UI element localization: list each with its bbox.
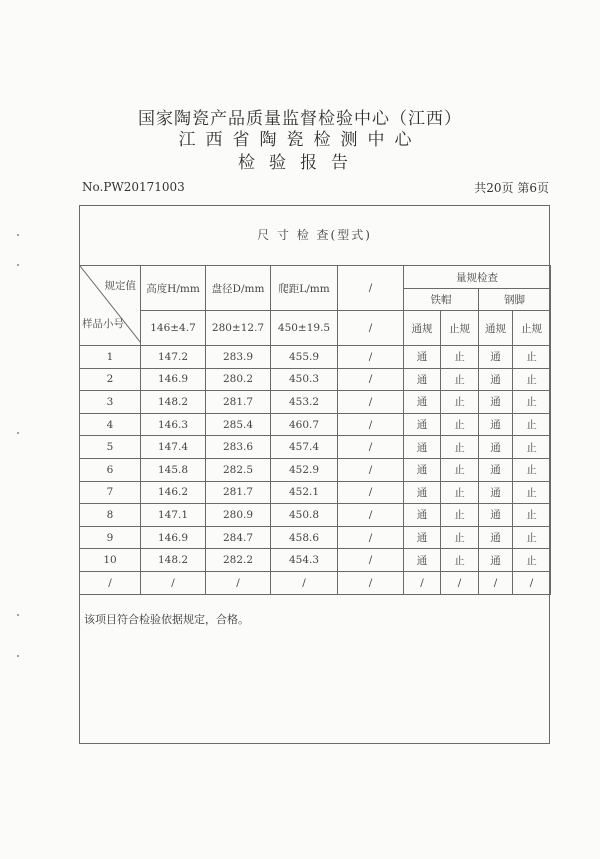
table-cell: 2 [80, 368, 141, 391]
table-cell: / [271, 571, 338, 594]
table-cell: 止 [513, 526, 551, 549]
table-cell: 145.8 [141, 458, 206, 481]
table-cell: 通 [404, 391, 441, 414]
dimension-table [79, 265, 551, 595]
table-cell: 450.3 [271, 368, 338, 391]
spec-value-label: 规定值 [104, 280, 136, 292]
table-row [80, 481, 551, 504]
scan-speck [17, 264, 19, 266]
table-cell: 通 [404, 458, 441, 481]
table-row [80, 346, 551, 369]
table-cell: 457.4 [271, 436, 338, 459]
table-cell: 通 [479, 436, 513, 459]
table-cell: 止 [441, 481, 479, 504]
table-cell: 450.8 [271, 504, 338, 527]
table-cell: 止 [513, 481, 551, 504]
table-cell: 止 [513, 436, 551, 459]
table-row [80, 458, 551, 481]
table-cell: 4 [80, 413, 141, 436]
table-cell: 146.9 [141, 368, 206, 391]
table-cell: 147.4 [141, 436, 206, 459]
table-cell: 通 [404, 481, 441, 504]
report-number: No.PW20171003 [82, 180, 185, 194]
table-cell: 通 [404, 413, 441, 436]
table-cell: / [338, 526, 404, 549]
page-info: 共20页 第6页 [474, 181, 549, 195]
sample-no-label: 样品小号 [82, 318, 124, 330]
spec-plate: 280±12.7 [206, 311, 271, 346]
table-cell: 通 [479, 368, 513, 391]
table-cell: 通 [479, 504, 513, 527]
table-cell: 283.6 [206, 436, 271, 459]
table-cell: / [479, 571, 513, 594]
table-cell: 8 [80, 504, 141, 527]
table-cell: 止 [513, 413, 551, 436]
table-cell: / [338, 436, 404, 459]
gauge-check-header: 量规检查 [404, 266, 551, 289]
conclusion-text: 该项目符合检验依据规定，合格。 [84, 613, 249, 626]
cap-go-gauge: 通规 [404, 311, 441, 346]
table-cell: 283.9 [206, 346, 271, 369]
table-cell: / [338, 458, 404, 481]
table-row [80, 391, 551, 414]
table-cell: 282.5 [206, 458, 271, 481]
col-height-header: 高度H/mm [141, 266, 206, 311]
table-cell: 458.6 [271, 526, 338, 549]
pin-nogo-gauge: 止规 [513, 311, 551, 346]
table-cell: 7 [80, 481, 141, 504]
scan-speck [17, 614, 19, 616]
table-row [80, 504, 551, 527]
table-cell: / [338, 346, 404, 369]
table-row [80, 436, 551, 459]
table-row [80, 368, 551, 391]
table-cell: / [338, 413, 404, 436]
table-cell: 止 [513, 504, 551, 527]
table-cell: / [206, 571, 271, 594]
table-cell: 止 [513, 391, 551, 414]
table-cell: / [80, 571, 141, 594]
table-cell: 通 [479, 481, 513, 504]
table-cell: 止 [513, 346, 551, 369]
table-cell: 147.1 [141, 504, 206, 527]
table-cell: / [338, 571, 404, 594]
table-cell: 止 [513, 368, 551, 391]
spec-blank: / [338, 311, 404, 346]
table-cell: 3 [80, 391, 141, 414]
table-cell: 148.2 [141, 391, 206, 414]
cap-nogo-gauge: 止规 [441, 311, 479, 346]
table-cell: / [338, 504, 404, 527]
corner-diagonal-cell [80, 266, 141, 346]
table-cell: 止 [441, 458, 479, 481]
table-cell: 146.9 [141, 526, 206, 549]
table-cell: 通 [479, 346, 513, 369]
scan-speck [17, 655, 19, 657]
spec-pitch: 450±19.5 [271, 311, 338, 346]
table-cell: 止 [441, 436, 479, 459]
table-cell: 281.7 [206, 481, 271, 504]
table-cell: 280.9 [206, 504, 271, 527]
iron-cap-header: 铁帽 [404, 289, 479, 311]
table-cell: / [141, 571, 206, 594]
table-cell: 1 [80, 346, 141, 369]
table-cell: 10 [80, 549, 141, 572]
table-row [80, 571, 551, 594]
table-cell: 止 [441, 368, 479, 391]
report-title: 检验报告 [238, 153, 362, 173]
col-blank-header: / [338, 266, 404, 311]
table-cell: 通 [404, 504, 441, 527]
spec-height: 146±4.7 [141, 311, 206, 346]
section-title: 尺 寸 检 查(型式) [257, 228, 372, 242]
table-cell: 280.2 [206, 368, 271, 391]
table-cell: 止 [441, 526, 479, 549]
table-cell: 281.7 [206, 391, 271, 414]
table-cell: 止 [441, 346, 479, 369]
table-cell: / [338, 391, 404, 414]
table-cell: 146.2 [141, 481, 206, 504]
institution-title: 国家陶瓷产品质量监督检验中心（江西） [138, 109, 462, 129]
table-cell: 148.2 [141, 549, 206, 572]
table-cell: 通 [404, 436, 441, 459]
table-cell: 9 [80, 526, 141, 549]
table-cell: 通 [479, 413, 513, 436]
table-cell: 通 [404, 368, 441, 391]
table-cell: / [441, 571, 479, 594]
table-cell: 止 [441, 504, 479, 527]
table-cell: 通 [404, 526, 441, 549]
table-cell: 6 [80, 458, 141, 481]
table-cell: 284.7 [206, 526, 271, 549]
table-cell: 455.9 [271, 346, 338, 369]
table-cell: 止 [441, 549, 479, 572]
table-row [80, 526, 551, 549]
table-cell: / [513, 571, 551, 594]
table-cell: 452.1 [271, 481, 338, 504]
table-row [80, 413, 551, 436]
table-cell: 通 [479, 458, 513, 481]
table-cell: 通 [479, 526, 513, 549]
steel-pin-header: 钢脚 [479, 289, 551, 311]
table-cell: 通 [404, 549, 441, 572]
table-cell: 通 [479, 391, 513, 414]
table-cell: 452.9 [271, 458, 338, 481]
table-cell: 通 [404, 346, 441, 369]
table-cell: 146.3 [141, 413, 206, 436]
table-cell: 285.4 [206, 413, 271, 436]
table-cell: / [338, 368, 404, 391]
scan-speck [17, 234, 19, 236]
col-pitch-header: 爬距L/mm [271, 266, 338, 311]
center-title: 江西省陶瓷检测中心 [178, 130, 422, 150]
report-frame [79, 205, 550, 744]
table-row [80, 549, 551, 572]
table-cell: 282.2 [206, 549, 271, 572]
table-cell: 147.2 [141, 346, 206, 369]
scan-speck [17, 432, 19, 434]
table-cell: / [404, 571, 441, 594]
table-cell: 460.7 [271, 413, 338, 436]
table-cell: 通 [479, 549, 513, 572]
table-cell: 止 [513, 458, 551, 481]
table-cell: / [338, 481, 404, 504]
table-cell: / [338, 549, 404, 572]
table-cell: 止 [513, 549, 551, 572]
table-cell: 止 [441, 413, 479, 436]
col-plate-header: 盘径D/mm [206, 266, 271, 311]
table-cell: 453.2 [271, 391, 338, 414]
pin-go-gauge: 通规 [479, 311, 513, 346]
table-cell: 止 [441, 391, 479, 414]
table-cell: 454.3 [271, 549, 338, 572]
table-cell: 5 [80, 436, 141, 459]
